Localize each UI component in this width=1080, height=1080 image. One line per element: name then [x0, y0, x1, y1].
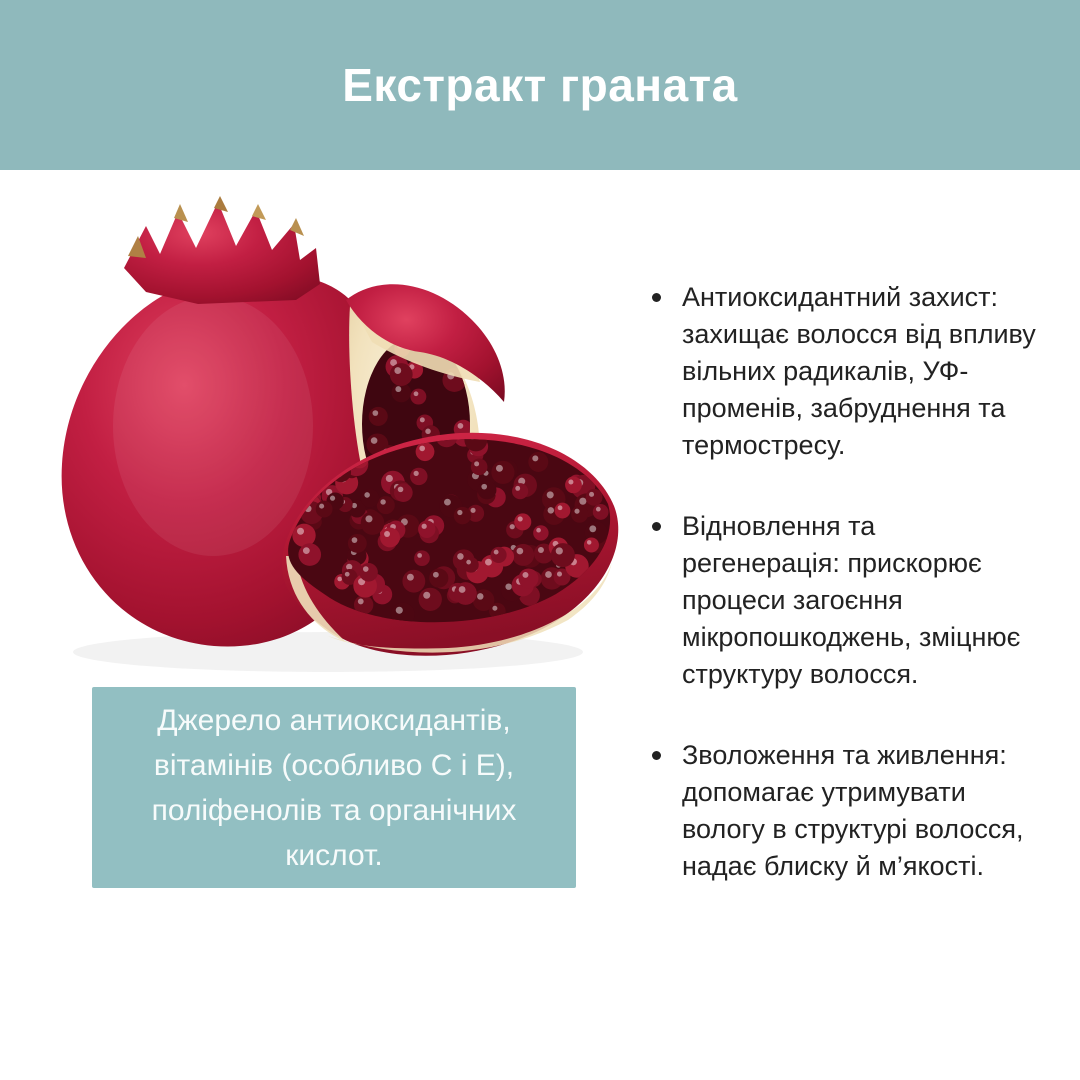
list-item [652, 508, 1038, 693]
list-item-text: Антиоксидантний захист: захищає волосся від впливу вільних радикалів, УФ-променів, забруднення та термостресу. [682, 282, 1036, 460]
list-item [652, 737, 1038, 885]
benefits-list [652, 279, 1038, 929]
bullet-dot [652, 522, 661, 531]
pomegranate-crown [124, 196, 320, 304]
list-item-text: Відновлення та регенерація: прискорює процеси загоєння мікропошкоджень, зміцнює структуру волосся. [682, 511, 1021, 689]
bullet-dot [652, 751, 661, 760]
bullet-dot [652, 293, 661, 302]
list-item-text: Зволоження та живлення: допомагає утримувати вологу в структурі волосся, надає блиску й м’якості. [682, 740, 1024, 881]
page-title: Екстракт граната [342, 59, 738, 111]
list-item [652, 279, 1038, 464]
header-band [0, 0, 1080, 170]
highlight-box [92, 687, 576, 888]
highlight-box-text: Джерело антиоксидантів, вітамінів (особливо C і E), поліфенолів та органічних кислот. [151, 703, 517, 872]
pomegranate-image [28, 196, 628, 676]
pomegranate-illustration [28, 196, 628, 676]
